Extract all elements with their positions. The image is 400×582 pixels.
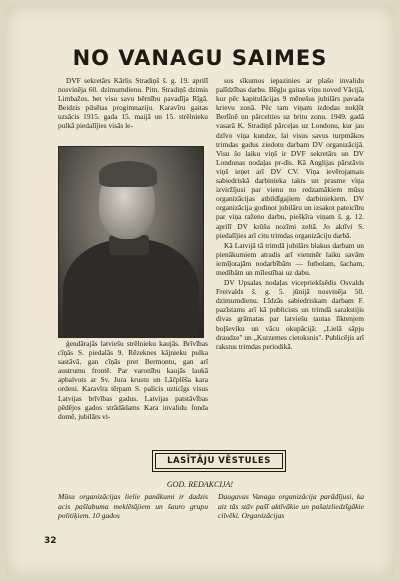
photo-hair (99, 161, 157, 187)
letter-salutation: GOD. REDAKCIJA! (166, 480, 234, 489)
article-paragraph: ģendārajās latviešu strēlnieku kaujās. Brīvības cīņās S. piedalās 9. Rēzeknes kājnieku pulka sastāvā, gan cīņās pret Bermontu, gan arī austrumu frontē. Par varonību kaujās laukā apbalvots ar Sv. Jura krustu un Lāčplēša kara ordeni. Karavīra tērpam S. palicis uzticīgs visus Latvijas brīvības gadus. Latvijas patstāvības pēdējos gados strādādams Kara invalidu fonda domē, jubilārs vi- (58, 339, 208, 421)
page-number: 32 (44, 536, 57, 546)
article-column-left-top (58, 76, 208, 131)
article-paragraph: Kā Latvijā tā trimdā jubilārs blakus darbam un pienākumiem atradis arī vienmēr laiku savām iemīļotajām nodarbībām — futbolam, šacham, medībām un mīlestībai uz dabu. (216, 240, 364, 277)
article-column-left-bottom (58, 339, 208, 421)
letter-column-right: Daugavas Vanagu organizācija parādījusi, ka aiz tās stāv pašī aktīvākie un pašaizliedzīgākie cilvēki. Organizācijas (218, 492, 364, 521)
section-title-box (152, 450, 286, 472)
magazine-page (6, 6, 394, 576)
letter-column-left: Mūsu organizācijas lielie panākumi ir dadzis acis pašlabuma meklētājiem un šauro grupu politiķiem. 10 gados (58, 492, 208, 521)
page-headline: NO VANAGU SAIMES (72, 46, 328, 70)
article-column-right (216, 76, 364, 351)
article-paragraph: sos sīkumos iepazinies ar plašo invalidu palīdzības darbu. Bēgļu gaitas viņu noved Vācijā, kur pēc kapitulācijas 9 mēnešus jubilārs pavada krievu zonā. Pēc tam viņam izdodas nokļūt Berlīnē un pārcelties uz britu zonu. 1949. gadā vasarā K. Stradiņš pārceļas uz Londonu, kur jau dzīvo viņa kundze, lai visus savus turpmākos trimdas gadus ziedotu darbam DV organizācijā. Visu šo laiku viņš ir DVF sekretārs un DV Londonas nodaļas pr-dis. Kā Anglijas pārstāvis viņš ieņet arī DV CV. Viņa ievērojamais sabiedriskā darbinieka takts un prasme viņa izviržījusi par vienu no redzamākiem mūsu organizācijas atbildīgajiem darbiniekiem. DV organizācija godinot jubilāru un izsakot pateicību par viņa raženo darbu, piešķīra viņam š. g. 12. aprilī DV krūšu nozīmi zeltā. Jo aktīvi S. piedalījies arī citu trimdas organizāciju darbā. (216, 76, 364, 240)
article-paragraph: DVF sekretārs Kārlis Stradiņš š. g. 19. aprilī nosvinēja 60. dzimumdienu. Pitn. Stradiņš dzimis Limbažos, bet visu savu bērnību pavadīja Rīgā. Beidzis pilsētas progimnaziju. Karavīru gaitas uzsācis 1915. gada 15. maijā un 15. strēlnieku pulkā piedalījies visās le- (58, 76, 208, 131)
section-title: LASĪTĀJU VĒSTULES (167, 456, 271, 466)
article-paragraph: DV Upsalas nodaļas vicepriekšsēdis Osvalds Freivalds š. g. 5. jūnijā nosvinēja 50. dzimumdienu. Līdzās sabiedriskam darbam F. pazīstams arī kā publicists un trimdā sarakstijis divas grāmatas par latviešu tautas līktenjem boļševiku un vācu okupācijā: „Lielā sāpju draudze" un „Kurzemes cietoksnis". Publicējis arī rakstus trimdas periodikā. (216, 278, 364, 351)
portrait-photo (58, 146, 204, 338)
